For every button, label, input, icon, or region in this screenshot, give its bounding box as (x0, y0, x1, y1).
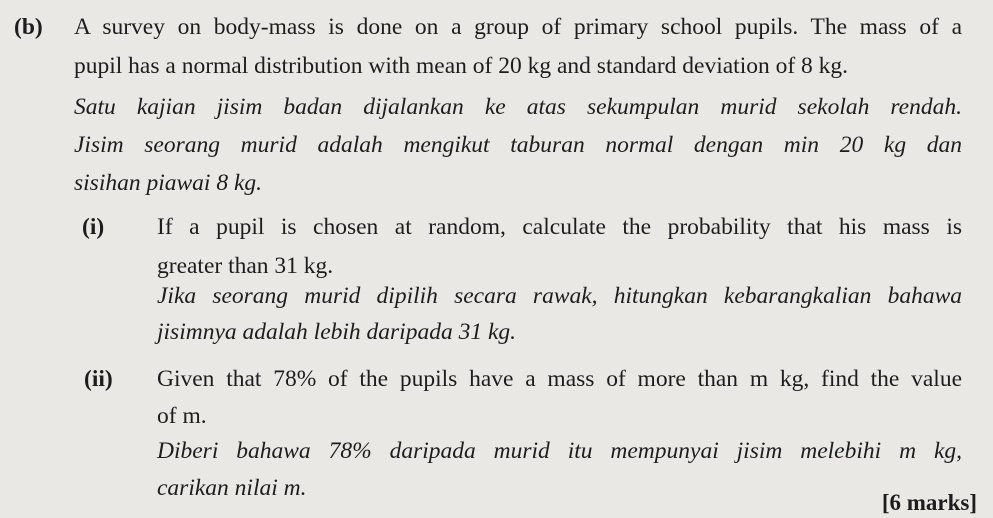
part-ii-en-line-2: of m. (157, 403, 207, 429)
question-ms-line-2: Jisim seorang murid adalah mengikut taburan normal dengan min 20 kg dan (74, 132, 962, 158)
part-ii-label: (ii) (84, 366, 113, 392)
part-ii-ms-line-2: carikan nilai m. (157, 475, 307, 501)
part-i-en-line-1: If a pupil is chosen at random, calculate the probability that his mass is (157, 214, 962, 240)
marks-label: [6 marks] (881, 490, 977, 515)
question-en-line-1: A survey on body-mass is done on a group of primary school pupils. The mass of a (74, 14, 962, 40)
part-ii-ms-line-1: Diberi bahawa 78% daripada murid itu mempunyai jisim melebihi m kg, (157, 438, 962, 464)
part-i-label: (i) (82, 214, 105, 240)
part-i-ms-line-2: jisimnya adalah lebih daripada 31 kg. (157, 319, 517, 345)
question-en-line-2: pupil has a normal distribution with mean of 20 kg and standard deviation of 8 kg. (74, 53, 849, 79)
part-ii-en-line-1: Given that 78% of the pupils have a mass of more than m kg, find the value (157, 366, 962, 392)
question-ms-line-1: Satu kajian jisim badan dijalankan ke atas sekumpulan murid sekolah rendah. (74, 94, 962, 120)
question-label: (b) (14, 14, 43, 40)
part-i-ms-line-1: Jika seorang murid dipilih secara rawak, hitungkan kebarangkalian bahawa (157, 283, 962, 309)
part-i-en-line-2: greater than 31 kg. (157, 253, 334, 279)
question-ms-line-3: sisihan piawai 8 kg. (74, 170, 263, 196)
